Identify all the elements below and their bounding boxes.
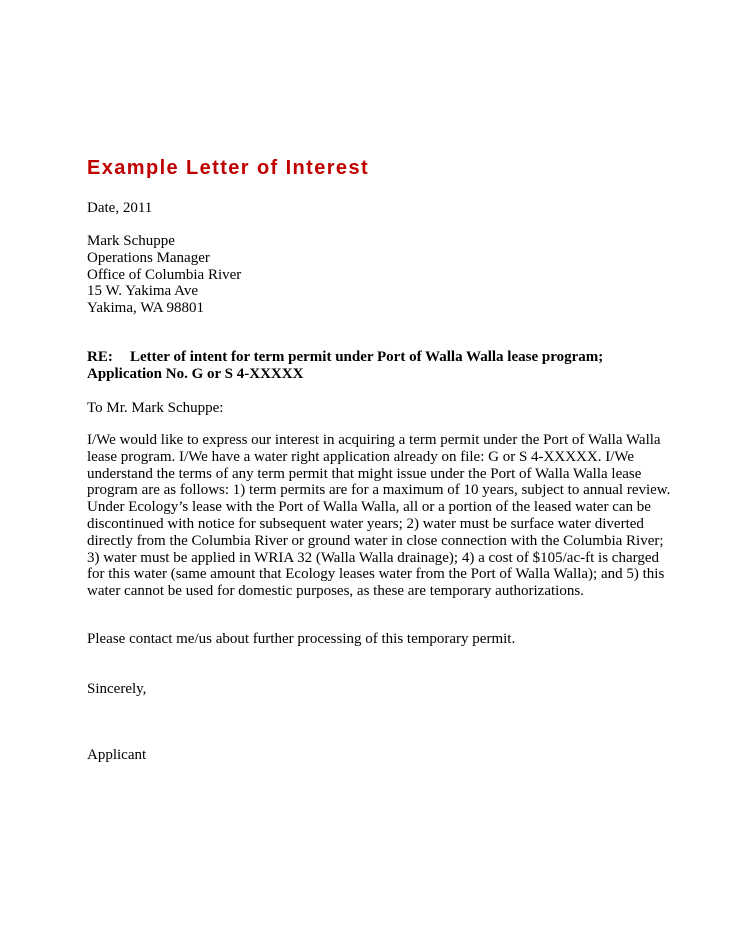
body-line: understand the terms of any term permit that might issue under the Port of Walla Walla lease: [87, 465, 642, 482]
body-line: discontinued with notice for subsequent water years; 2) water must be surface water diverted: [87, 515, 644, 532]
recipient-address: [87, 233, 662, 317]
subject-line-1: [87, 349, 662, 366]
salutation: To Mr. Mark Schuppe:: [87, 400, 224, 416]
recipient-street: 15 W. Yakima Ave: [87, 283, 198, 300]
subject-line: [87, 349, 662, 383]
body-line: 3) water must be applied in WRIA 32 (Walla Walla drainage); 4) a cost of $105/ac-ft is charged: [87, 549, 659, 566]
recipient-city: Yakima, WA 98801: [87, 300, 204, 317]
body-line: I/We would like to express our interest in acquiring a term permit under the Port of Walla Walla: [87, 432, 661, 448]
letter-title: Example Letter of Interest: [87, 157, 370, 179]
body-line: Under Ecology’s lease with the Port of Walla Walla, all or a portion of the leased water can be: [87, 499, 651, 516]
body-line: program are as follows: 1) term permits are for a maximum of 10 years, subject to annual review.: [87, 482, 671, 499]
subject-text: Letter of intent for term permit under Port of Walla Walla lease program;: [130, 349, 604, 365]
recipient-office: Office of Columbia River: [87, 266, 242, 283]
signature: Applicant: [87, 747, 147, 763]
recipient-position: Operations Manager: [87, 249, 210, 266]
body-line: for this water (same amount that Ecology leases water from the Port of Walla Walla); and 5) this: [87, 566, 665, 583]
closing: Sincerely,: [87, 681, 147, 697]
letter-date: Date, 2011: [87, 200, 153, 216]
body-line: directly from the Columbia River or ground water in close connection with the Columbia River;: [87, 532, 664, 549]
body-line: water cannot be used for domestic purposes, as these are temporary authorizations.: [87, 583, 584, 600]
subject-label: RE:: [87, 349, 113, 365]
body-line: lease program. I/We have a water right application already on file: G or S 4-XXXXX. I/We: [87, 448, 634, 465]
contact-request: Please contact me/us about further processing of this temporary permit.: [87, 631, 516, 647]
letter-body: [87, 432, 671, 600]
recipient-name: Mark Schuppe: [87, 233, 175, 249]
application-number: Application No. G or S 4-XXXXX: [87, 365, 304, 382]
